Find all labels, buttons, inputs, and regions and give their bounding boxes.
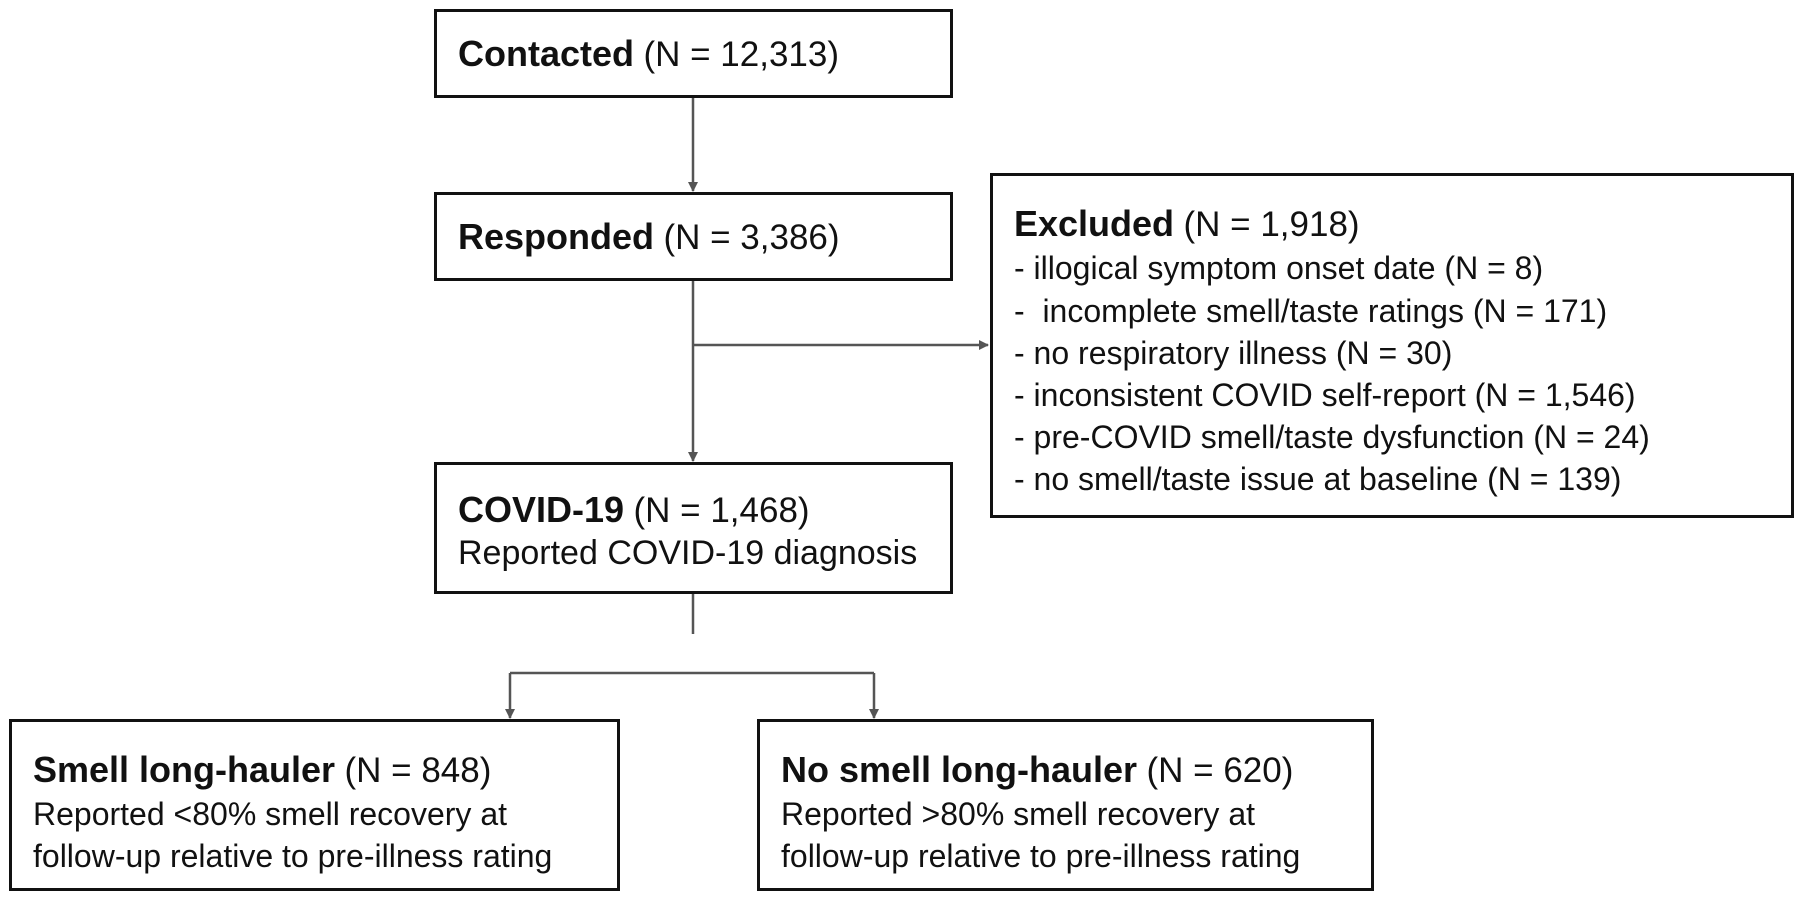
covid-count: (N = 1,468) — [633, 491, 810, 530]
excluded-item: - no respiratory illness (N = 30) — [1014, 335, 1453, 371]
no-smell-long-hauler-desc-line2: follow-up relative to pre-illness rating — [781, 838, 1301, 874]
excluded-title: Excluded — [1014, 203, 1175, 244]
excluded-item: - pre-COVID smell/taste dysfunction (N = 24) — [1014, 419, 1650, 455]
no-smell-long-hauler-box — [757, 719, 1374, 891]
covid-box — [434, 462, 953, 594]
smell-long-hauler-count: (N = 848) — [344, 751, 492, 790]
covid-description: Reported COVID-19 diagnosis — [458, 534, 918, 572]
excluded-item: - illogical symptom onset date (N = 8) — [1014, 250, 1544, 286]
excluded-item: - no smell/taste issue at baseline (N = 139) — [1014, 461, 1622, 497]
excluded-count: (N = 1,918) — [1183, 205, 1360, 244]
excluded-item: - incomplete smell/taste ratings (N = 171) — [1014, 293, 1608, 329]
no-smell-long-hauler-title: No smell long-hauler — [781, 749, 1138, 790]
responded-box — [434, 192, 953, 281]
smell-long-hauler-desc-line1: Reported <80% smell recovery at — [33, 796, 507, 832]
responded-count: (N = 3,386) — [663, 218, 840, 257]
no-smell-long-hauler-desc-line1: Reported >80% smell recovery at — [781, 796, 1255, 832]
smell-long-hauler-desc-line2: follow-up relative to pre-illness rating — [33, 838, 553, 874]
no-smell-long-hauler-count: (N = 620) — [1146, 751, 1294, 790]
contacted-title: Contacted — [458, 33, 635, 74]
responded-title: Responded — [458, 216, 655, 257]
excluded-item: - inconsistent COVID self-report (N = 1,546) — [1014, 377, 1636, 413]
covid-title: COVID-19 — [458, 489, 625, 530]
excluded-box — [990, 173, 1794, 518]
smell-long-hauler-box — [9, 719, 620, 891]
smell-long-hauler-title: Smell long-hauler — [33, 749, 336, 790]
contacted-box — [434, 9, 953, 98]
contacted-count: (N = 12,313) — [643, 35, 839, 74]
